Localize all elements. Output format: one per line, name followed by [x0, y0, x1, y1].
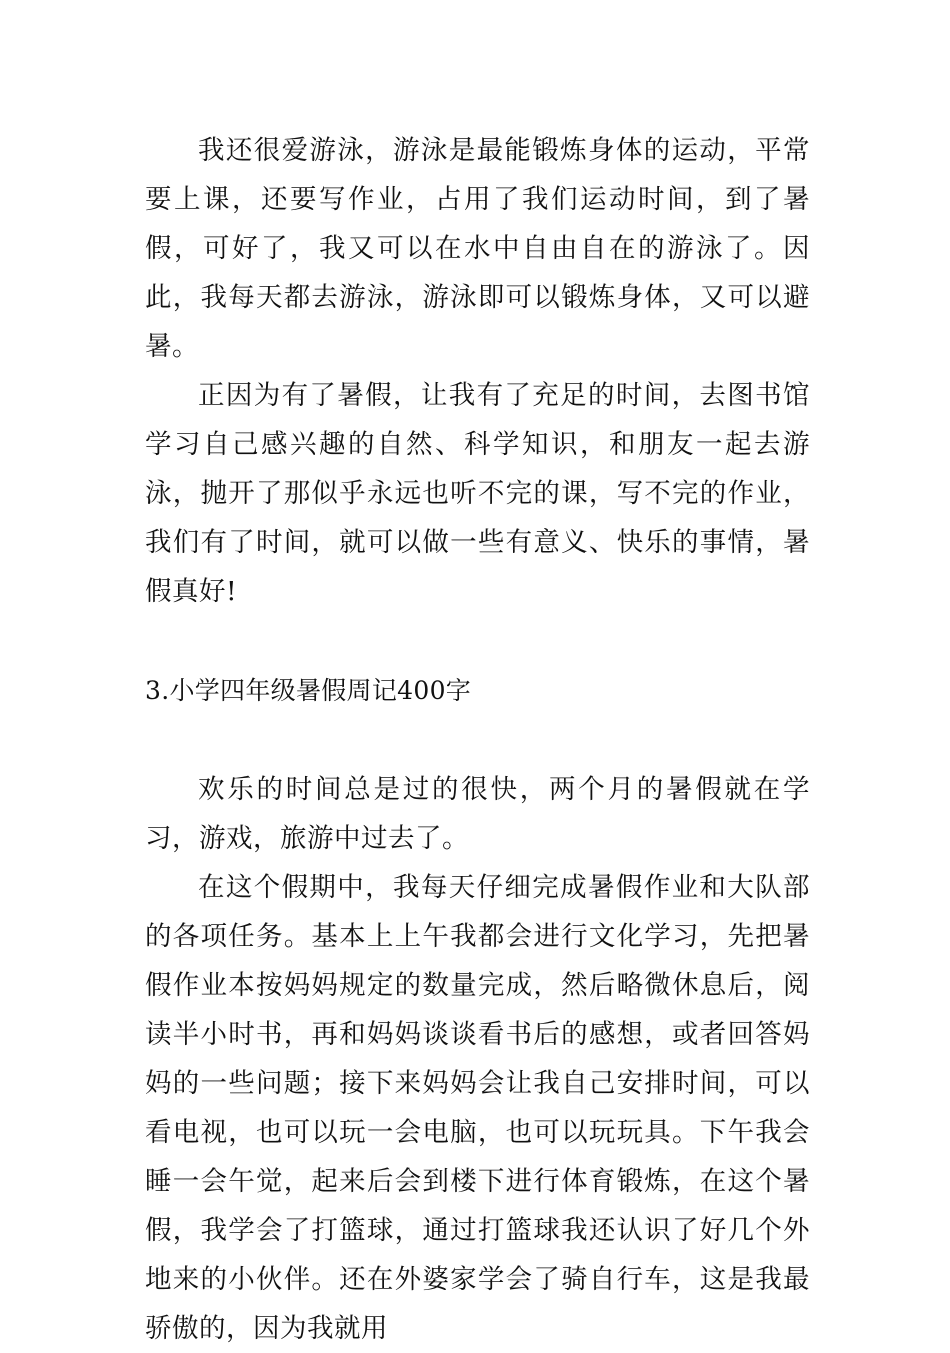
section-heading: 3.小学四年级暑假周记400字 — [145, 676, 472, 705]
document-page — [145, 126, 810, 1353]
spacer — [145, 616, 810, 666]
spacer — [145, 715, 810, 765]
paragraph-swimming: 我还很爱游泳，游泳是最能锻炼身体的运动，平常要上课，还要写作业，占用了我们运动时间，到了暑假，可好了，我又可以在水中自由自在的游泳了。因此，我每天都去游泳，游泳即可以锻炼身体，又可以避暑。 — [145, 135, 810, 362]
paragraph-holiday-routine: 在这个假期中，我每天仔细完成暑假作业和大队部的各项任务。基本上上午我都会进行文化学习，先把暑假作业本按妈妈规定的数量完成，然后略微休息后，阅读半小时书，再和妈妈谈谈看书后的感想，或者回答妈妈的一些问题；接下来妈妈会让我自己安排时间，可以看电视，也可以玩一会电脑，也可以玩玩具。下午我会睡一会午觉，起来后会到楼下进行体育锻炼，在这个暑假，我学会了打篮球，通过打篮球我还认识了好几个外地来的小伙伴。还在外婆家学会了骑自行车，这是我最骄傲的，因为我就用 — [145, 872, 810, 1344]
paragraph-happy-time: 欢乐的时间总是过的很快，两个月的暑假就在学习，游戏，旅游中过去了。 — [145, 774, 810, 854]
paragraph-summer-time: 正因为有了暑假，让我有了充足的时间，去图书馆学习自己感兴趣的自然、科学知识，和朋友一起去游泳，抛开了那似乎永远也听不完的课，写不完的作业，我们有了时间，就可以做一些有意义、快乐的事情，暑假真好! — [145, 380, 810, 607]
